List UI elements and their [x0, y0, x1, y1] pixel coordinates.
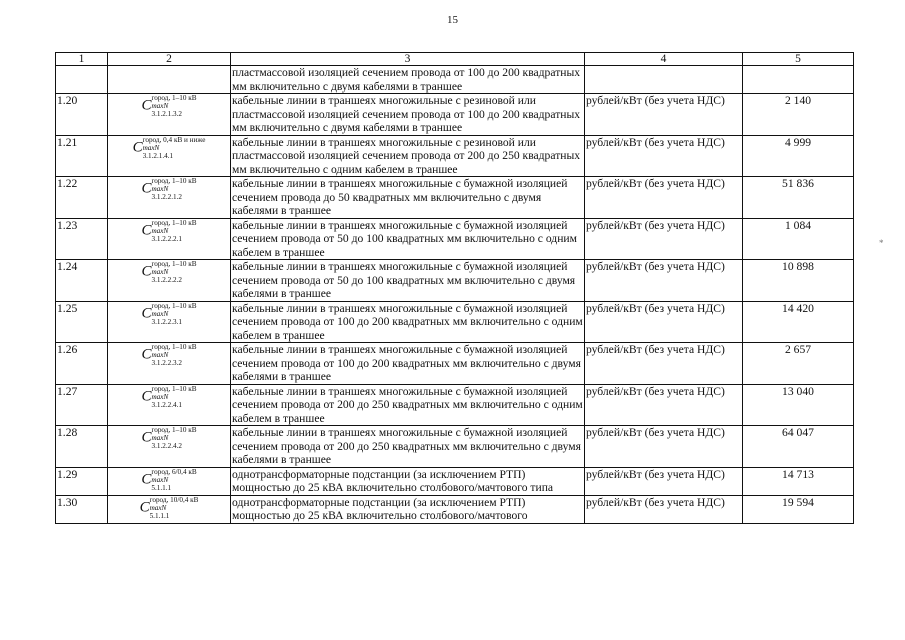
symbol-sub-code: 5.1.1.1 — [149, 511, 170, 520]
table-row — [56, 384, 854, 426]
row-unit — [585, 301, 743, 343]
symbol-sub-code: 5.1.1.1 — [151, 483, 172, 492]
row-symbol-cell — [108, 260, 231, 302]
row-description — [231, 218, 585, 260]
symbol-indices — [143, 136, 206, 160]
row-value — [743, 301, 854, 343]
tariff-symbol — [141, 343, 196, 367]
row-unit-text: рублей/кВт (без учета НДС) — [586, 384, 725, 398]
row-number-text: 1.27 — [57, 384, 78, 398]
symbol-sub-variable: maxN — [149, 503, 167, 512]
symbol-superscript: город, 0,4 кВ и ниже — [142, 135, 206, 144]
row-description — [231, 135, 585, 177]
symbol-subscript — [151, 351, 196, 367]
row-unit-text: рублей/кВт (без учета НДС) — [586, 301, 725, 315]
row-description-text: кабельные линии в траншеях многожильные с бумажной изоляцией сечением провода от 200 до 250 квадратных мм включительно с одним кабелем в траншее — [232, 384, 583, 425]
row-number — [56, 495, 108, 523]
row-number — [56, 94, 108, 136]
table-row — [56, 495, 854, 523]
symbol-superscript: город, 6/0,4 кВ — [151, 467, 197, 476]
tariff-symbol — [141, 302, 196, 326]
row-description — [231, 426, 585, 468]
symbol-subscript — [143, 144, 206, 160]
row-number — [56, 177, 108, 219]
symbol-sub-variable: maxN — [151, 268, 169, 276]
row-value — [743, 135, 854, 177]
table-row — [56, 343, 854, 385]
row-value-text: 2 657 — [784, 343, 812, 356]
table-row — [56, 218, 854, 260]
table-header — [56, 53, 854, 66]
header-col-1: 1 — [56, 53, 108, 66]
header-col-4: 4 — [585, 53, 743, 66]
row-value — [743, 94, 854, 136]
row-unit — [585, 495, 743, 523]
header-row — [56, 53, 854, 66]
header-col-5: 5 — [743, 53, 854, 66]
row-description — [231, 467, 585, 495]
table-row — [56, 260, 854, 302]
table-row — [56, 94, 854, 136]
table-row — [56, 426, 854, 468]
continuation-unit — [585, 66, 743, 94]
symbol-sub-code: 3.1.2.1.4.1 — [142, 151, 174, 160]
symbol-indices — [151, 426, 196, 450]
symbol-sub-variable: maxN — [151, 392, 169, 401]
symbol-subscript — [151, 268, 196, 284]
symbol-letter: C — [141, 305, 152, 321]
row-number-text: 1.24 — [57, 260, 78, 273]
row-number-text: 1.20 — [57, 94, 78, 107]
tariff-symbol — [133, 136, 206, 160]
symbol-sub-code: 3.1.2.2.4.1 — [151, 400, 183, 409]
symbol-subscript — [151, 310, 196, 326]
header-col-3: 3 — [231, 53, 585, 66]
symbol-subscript — [151, 185, 196, 201]
symbol-subscript — [151, 434, 196, 450]
row-unit-text: рублей/кВт (без учета НДС) — [586, 343, 725, 356]
tariff-symbol — [140, 496, 199, 520]
row-description-text: кабельные линии в траншеях многожильные с бумажной изоляцией сечением провода до 50 квадратных мм включительно с двумя кабелями в траншее — [232, 177, 568, 217]
continuation-row — [56, 66, 854, 94]
row-description-text: однотрансформаторные подстанции (за исключением РТП) мощностью до 25 кВА включительно столбового/мачтового типа — [232, 467, 554, 494]
symbol-superscript: город, 1–10 кВ — [151, 260, 197, 268]
row-unit-text: рублей/кВт (без учета НДС) — [586, 135, 725, 149]
symbol-sub-code: 3.1.2.2.2.1 — [151, 234, 183, 243]
row-description-text: кабельные линии в траншеях многожильные с резиновой или пластмассовой изоляцией сечением провода от 200 до 250 квадратных мм включительно с одним кабелем в траншее — [232, 135, 581, 176]
header-col-2: 2 — [108, 53, 231, 66]
row-value — [743, 426, 854, 468]
symbol-indices — [151, 343, 196, 367]
row-description-text: кабельные линии в траншеях многожильные с бумажной изоляцией сечением провода от 100 до 200 квадратных мм включительно с одним кабелем в траншее — [232, 301, 583, 342]
symbol-letter: C — [141, 346, 152, 363]
symbol-sub-code: 3.1.2.2.3.1 — [151, 317, 183, 326]
row-number-text: 1.30 — [57, 495, 78, 509]
row-symbol-cell — [108, 426, 231, 468]
tariff-table — [55, 52, 854, 524]
row-value — [743, 177, 854, 219]
row-unit-text: рублей/кВт (без учета НДС) — [586, 467, 725, 481]
symbol-indices — [151, 219, 196, 243]
row-description — [231, 301, 585, 343]
row-value-text: 1 084 — [784, 218, 812, 232]
row-description-text: кабельные линии в траншеях многожильные с бумажной изоляцией сечением провода от 50 до 100 квадратных мм включительно с двумя кабелями в траншее — [232, 260, 576, 300]
row-symbol-cell — [108, 94, 231, 136]
row-value — [743, 495, 854, 523]
symbol-superscript: город, 1–10 кВ — [151, 426, 197, 434]
symbol-indices — [151, 260, 196, 284]
row-number-text: 1.25 — [57, 301, 78, 315]
symbol-sub-variable: maxN — [151, 226, 169, 235]
row-number — [56, 343, 108, 385]
symbol-superscript: город, 1–10 кВ — [151, 218, 197, 227]
row-unit — [585, 343, 743, 385]
tariff-symbol — [141, 177, 196, 201]
symbol-letter: C — [141, 222, 152, 238]
row-value-text: 4 999 — [784, 135, 812, 149]
row-description — [231, 384, 585, 426]
row-value-text: 51 836 — [782, 177, 814, 190]
table-body — [56, 66, 854, 524]
row-number — [56, 135, 108, 177]
row-number — [56, 218, 108, 260]
symbol-subscript — [150, 504, 199, 520]
row-number — [56, 467, 108, 495]
row-description-text: кабельные линии в траншеях многожильные с бумажной изоляцией сечением провода от 200 до 250 квадратных мм включительно с двумя кабелями в траншее — [232, 426, 581, 466]
row-number-text: 1.21 — [57, 135, 78, 149]
symbol-subscript — [151, 227, 196, 243]
symbol-superscript: город, 1–10 кВ — [151, 343, 197, 351]
symbol-superscript: город, 10/0,4 кВ — [149, 495, 199, 504]
symbol-subscript — [151, 102, 196, 118]
row-unit — [585, 177, 743, 219]
margin-mark: * — [879, 238, 884, 248]
symbol-indices — [151, 385, 196, 409]
symbol-indices — [151, 302, 196, 326]
symbol-subscript — [151, 476, 196, 492]
symbol-sub-variable: maxN — [151, 351, 169, 359]
row-number — [56, 260, 108, 302]
row-number-text: 1.23 — [57, 218, 78, 232]
symbol-subscript — [151, 393, 196, 409]
symbol-letter: C — [132, 139, 143, 155]
row-symbol-cell — [108, 343, 231, 385]
row-number — [56, 301, 108, 343]
symbol-letter: C — [141, 429, 152, 446]
symbol-sub-variable: maxN — [142, 143, 160, 152]
row-unit — [585, 218, 743, 260]
row-description-text: кабельные линии в траншеях многожильные с резиновой или пластмассовой изоляцией сечением провода от 100 до 200 квадратных мм включительно с двумя кабелями в траншее — [232, 94, 581, 134]
row-value-text: 14 420 — [782, 301, 814, 315]
symbol-letter: C — [139, 499, 150, 515]
row-symbol-cell — [108, 218, 231, 260]
symbol-sub-variable: maxN — [151, 309, 169, 318]
row-unit — [585, 135, 743, 177]
row-symbol-cell — [108, 135, 231, 177]
row-unit-text: рублей/кВт (без учета НДС) — [586, 426, 725, 439]
row-unit — [585, 94, 743, 136]
row-unit — [585, 260, 743, 302]
symbol-indices — [151, 94, 196, 118]
row-number-text: 1.29 — [57, 467, 78, 481]
row-symbol-cell — [108, 495, 231, 523]
table-row — [56, 301, 854, 343]
row-value — [743, 384, 854, 426]
row-description — [231, 177, 585, 219]
row-unit — [585, 426, 743, 468]
symbol-indices — [151, 468, 196, 492]
symbol-letter: C — [141, 263, 152, 280]
page-number: 15 — [447, 14, 458, 26]
table-row — [56, 135, 854, 177]
row-number-text: 1.22 — [57, 177, 78, 190]
symbol-letter: C — [141, 97, 152, 114]
row-symbol-cell — [108, 177, 231, 219]
row-value-text: 19 594 — [782, 495, 814, 509]
row-number-text: 1.26 — [57, 343, 78, 356]
symbol-sub-variable: maxN — [151, 102, 169, 110]
row-description-text: однотрансформаторные подстанции (за исключением РТП) мощностью до 25 кВА включительно столбового/мачтового — [232, 495, 528, 522]
tariff-symbol — [141, 426, 196, 450]
row-value — [743, 467, 854, 495]
continuation-code — [108, 66, 231, 94]
row-value-text: 13 040 — [782, 384, 814, 398]
continuation-description: пластмассовой изоляцией сечением провода от 100 до 200 квадратных мм включительно с двумя кабелями в траншее — [231, 66, 585, 94]
tariff-symbol — [141, 260, 196, 284]
symbol-sub-variable: maxN — [151, 434, 169, 442]
continuation-num — [56, 66, 108, 94]
continuation-value — [743, 66, 854, 94]
tariff-symbol — [141, 385, 196, 409]
row-number — [56, 384, 108, 426]
symbol-indices — [150, 496, 199, 520]
table-row — [56, 467, 854, 495]
row-description — [231, 495, 585, 523]
symbol-superscript: город, 1–10 кВ — [151, 384, 197, 393]
symbol-sub-variable: maxN — [151, 185, 169, 193]
row-unit-text: рублей/кВт (без учета НДС) — [586, 218, 725, 232]
symbol-indices — [151, 177, 196, 201]
row-number — [56, 426, 108, 468]
row-symbol-cell — [108, 384, 231, 426]
row-value-text: 64 047 — [782, 426, 814, 439]
symbol-sub-code: 3.1.2.2.3.2 — [151, 359, 183, 367]
row-value-text: 10 898 — [782, 260, 814, 273]
symbol-sub-variable: maxN — [151, 475, 169, 484]
symbol-superscript: город, 1–10 кВ — [151, 177, 197, 185]
symbol-letter: C — [141, 471, 152, 487]
tariff-symbol — [141, 468, 196, 492]
row-value — [743, 260, 854, 302]
symbol-letter: C — [141, 180, 152, 197]
row-description-text: кабельные линии в траншеях многожильные с бумажной изоляцией сечением провода от 50 до 100 квадратных мм включительно с одним кабелем в траншее — [232, 218, 577, 259]
row-value — [743, 218, 854, 260]
row-unit — [585, 467, 743, 495]
row-unit-text: рублей/кВт (без учета НДС) — [586, 177, 725, 190]
symbol-sub-code: 3.1.2.2.2.2 — [151, 276, 183, 284]
row-description-text: кабельные линии в траншеях многожильные с бумажной изоляцией сечением провода от 100 до 200 квадратных мм включительно с двумя кабелями в траншее — [232, 343, 581, 383]
row-description — [231, 260, 585, 302]
row-description — [231, 94, 585, 136]
tariff-symbol — [141, 94, 196, 118]
symbol-sub-code: 3.1.2.1.3.2 — [151, 110, 183, 118]
row-unit-text: рублей/кВт (без учета НДС) — [586, 260, 725, 273]
symbol-letter: C — [141, 388, 152, 404]
row-unit — [585, 384, 743, 426]
symbol-sub-code: 3.1.2.2.4.2 — [151, 442, 183, 450]
row-number-text: 1.28 — [57, 426, 78, 439]
row-value — [743, 343, 854, 385]
table-row — [56, 177, 854, 219]
row-description — [231, 343, 585, 385]
symbol-superscript: город, 1–10 кВ — [151, 301, 197, 310]
row-symbol-cell — [108, 467, 231, 495]
row-unit-text: рублей/кВт (без учета НДС) — [586, 94, 725, 107]
symbol-sub-code: 3.1.2.2.1.2 — [151, 193, 183, 201]
row-symbol-cell — [108, 301, 231, 343]
row-value-text: 2 140 — [784, 94, 812, 107]
symbol-superscript: город, 1–10 кВ — [151, 94, 197, 102]
row-value-text: 14 713 — [782, 467, 814, 481]
row-unit-text: рублей/кВт (без учета НДС) — [586, 495, 725, 509]
tariff-symbol — [141, 219, 196, 243]
